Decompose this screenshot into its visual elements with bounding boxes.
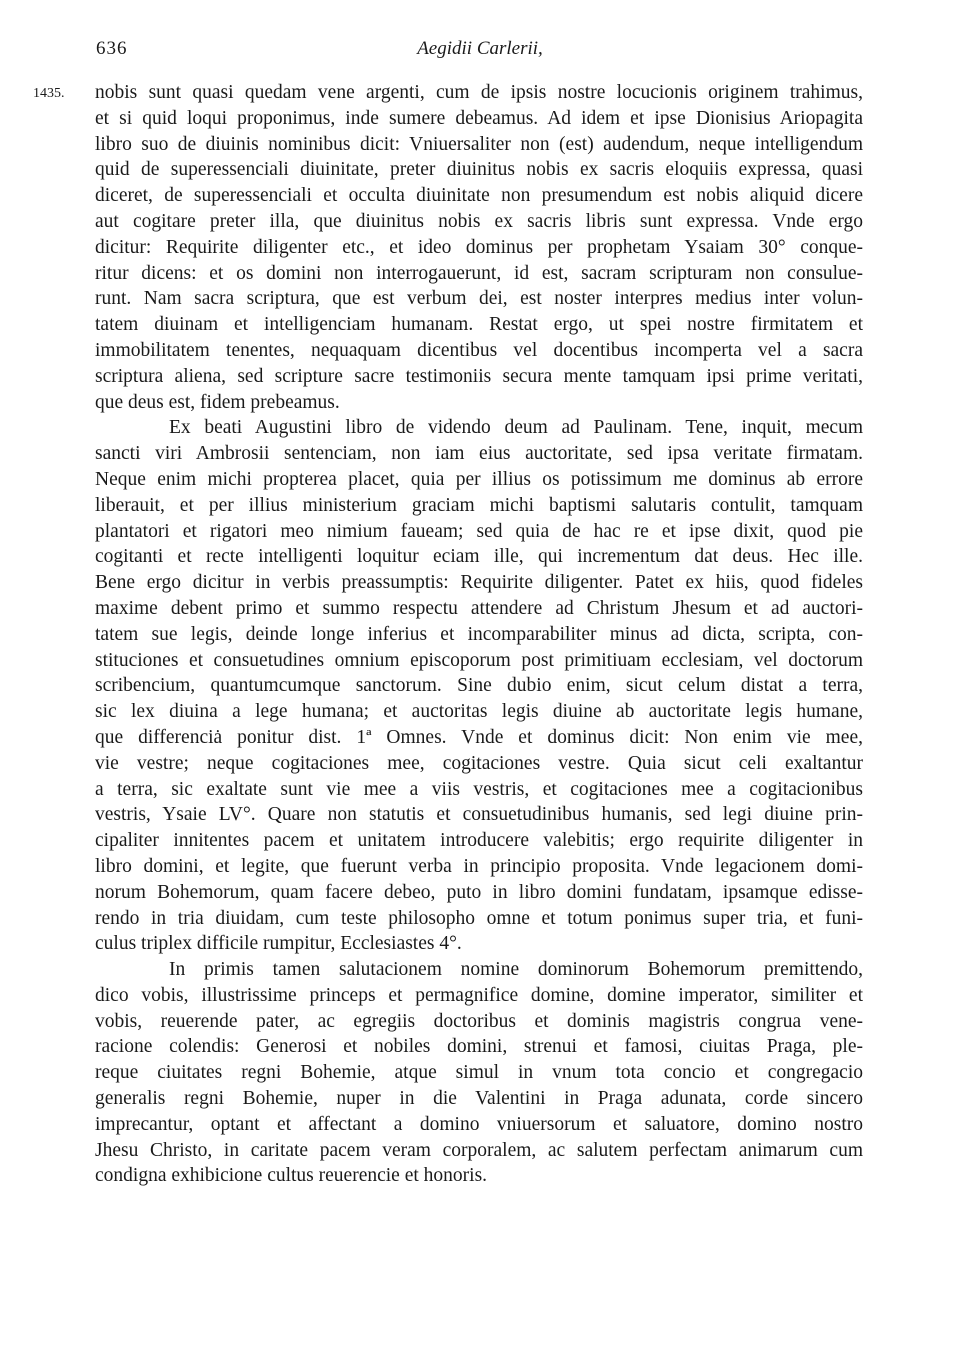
page-number: 636	[96, 38, 128, 59]
text-line: que differenciȧ ponitur dist. 1ª Omnes. Vnde et dominus dicit: Non enim vie mee,	[95, 726, 863, 748]
text-line: sic lex diuina a lege humana; et auctoritas legis diuine ab auctoritate legis humane,	[95, 701, 863, 723]
text-line: stituciones et consuetudines omnium episcoporum post primitiuam ecclesiam, vel doctorum	[95, 649, 863, 671]
text-line: diceret, de superessenciali et occulta diuinitate non presumendum est nobis aliquid dicere	[95, 185, 863, 207]
running-title: Aegidii Carlerii,	[417, 38, 543, 59]
text-line: vie vestre; neque cogitaciones mee, cogitaciones vestre. Quia sicut celi exaltantur	[95, 752, 863, 774]
text-line: plantatori et rigatori meo nimium faueam; sed quia de hac re et ipse dixit, quod pie	[95, 520, 863, 542]
text-line: cogitanti et recte intelligenti loquitur eciam ille, qui incrementum dat deus. Hec ille.	[95, 546, 863, 568]
text-line: sancti viri Ambrosii sentenciam, non iam eius auctoritate, sed ipsa veritate firmatam.	[95, 443, 863, 465]
text-line: racione colendis: Generosi et nobiles domini, strenui et famosi, ciuitas Praga, ple-	[95, 1036, 863, 1058]
text-line: Bene ergo dicitur in verbis preassumptis: Requirite diligenter. Patet ex hiis, quod fideles	[95, 572, 863, 594]
text-line: ritur dicens: et os domini non interrogauerunt, id est, sacram scripturam non consulue-	[95, 262, 863, 284]
text-line: immobilitatem tenentes, nequaquam dicentibus vel docentibus incomperta vel a sacra	[95, 339, 863, 361]
text-line: cipaliter innitentes pacem et unitatem introducere valebitis; ergo requirite diligenter in	[95, 830, 863, 852]
text-line: Ex beati Augustini libro de videndo deum ad Paulinam. Tene, inquit, mecum	[169, 417, 863, 439]
text-line: aut cogitare preter illa, que diuinitus nobis ex sacris libris sunt expressa. Vnde ergo	[95, 210, 863, 232]
text-line: a terra, sic exaltate sunt vie mee a viis vestris, et cogitaciones mee a cogitacionibus	[95, 778, 863, 800]
text-line: et si quid loqui proponimus, inde sumere debeamus. Ad idem et ipse Dionisius Ariopagita	[95, 107, 863, 129]
text-line: quid de superessenciali diuinitate, preter diuinitus nobis ex sacris eloquiis expressa, quasi	[95, 159, 863, 181]
text-line: reque ciuitates regni Bohemie, atque simul in vnum tota concio et congregacio	[95, 1062, 863, 1084]
text-line: dico vobis, illustrissime princeps et permagnifice domine, domine imperator, similiter et	[95, 984, 863, 1006]
text-line: runt. Nam sacra scriptura, que est verbum dei, est noster interpres medius inter volun-	[95, 288, 863, 310]
text-line: maxime debent primo et summo respectu attendere ad Christum Jhesum et ad auctori-	[95, 597, 863, 619]
text-line: Neque enim michi propterea placet, quia per illius os potissimum me dominus ab errore	[95, 468, 863, 490]
text-line: libro suo de diuinis nominibus dicit: Vniuersaliter non (est) audendum, neque intelligendum	[95, 133, 863, 155]
text-line: Jhesu Christo, in caritate pacem veram corporalem, ac salutem perfectam animarum cum	[95, 1139, 863, 1161]
text-line: libro domini, et legite, que fuerunt verba in principio proposita. Vnde legacionem domi-	[95, 855, 863, 877]
text-line: tatem diuinam et intelligenciam humanam. Restat ergo, ut spei nostre firmitatem et	[95, 314, 863, 336]
margin-year-note: 1435.	[33, 86, 65, 101]
text-line: vestris, Ysaie LV°. Quare non statutis et consuetudinibus humanis, sed legi diuine prin-	[95, 804, 863, 826]
text-line: dicitur: Requirite diligenter etc., et ideo dominus per prophetam Ysaiam 30° conque-	[95, 236, 863, 258]
text-line: scribencium, quantumcumque sanctorum. Sine dubio enim, sicut celum distat a terra,	[95, 675, 863, 697]
text-line: que deus est, fidem prebeamus.	[95, 391, 340, 413]
text-line: imprecantur, optant et affectant a domino vniuersorum et saluatore, domino nostro	[95, 1113, 863, 1135]
text-line: tatem sue legis, deinde longe inferius et incomparabiliter minus ad dicta, scripta, con-	[95, 623, 863, 645]
text-line: condigna exhibicione cultus reuerencie et honoris.	[95, 1165, 488, 1187]
text-line: nobis sunt quasi quedam vene argenti, cum de ipsis nostre locucionis originem trahimus,	[95, 82, 863, 103]
text-line: In primis tamen salutacionem nomine dominorum Bohemorum premittendo,	[169, 959, 863, 981]
text-line: liberauit, et per illius ministerium graciam michi baptismi salutaris contulit, tamquam	[95, 494, 863, 516]
text-line: norum Bohemorum, quam facere debeo, puto in libro domini fundatam, ipsamque edisse-	[95, 881, 863, 903]
text-line: rendo in tria diuidam, cum teste philosopho omne et totum ponimus super tria, et funi-	[95, 907, 863, 929]
text-line: vobis, reuerende pater, ac egregiis doctoribus et dominis magistris congrua vene-	[95, 1010, 863, 1032]
text-line: scriptura aliena, sed scripture sacre testimoniis secura mente tamquam ipsi prime veritati,	[95, 365, 863, 387]
text-line: culus triplex difficile rumpitur, Ecclesiastes 4°.	[95, 933, 462, 955]
text-line: generalis regni Bohemie, nuper in die Valentini in Praga adunata, corde sincero	[95, 1088, 863, 1110]
body-text	[95, 80, 863, 1189]
